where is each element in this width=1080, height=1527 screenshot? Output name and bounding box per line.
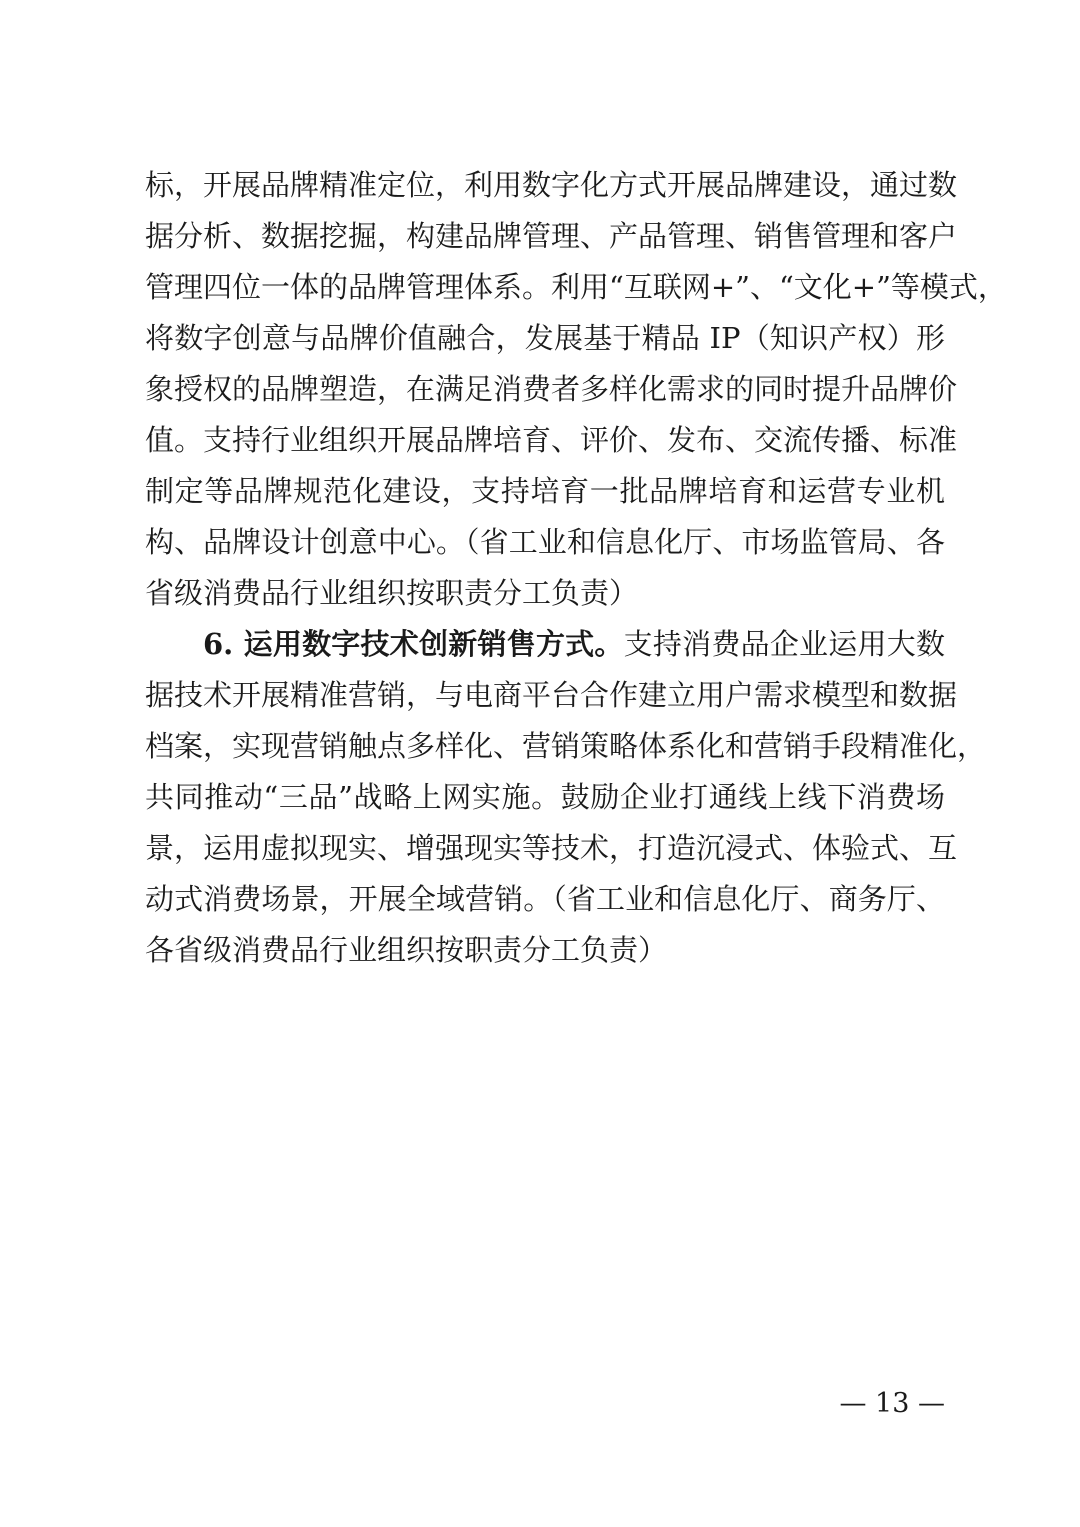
text-line: 共同推动“三品”战略上网实施。鼓励企业打通线上线下消费场 xyxy=(145,780,945,814)
text-line: 将数字创意与品牌价值融合，发展基于精品 IP（知识产权）形 xyxy=(145,321,945,355)
document-body xyxy=(145,160,1007,976)
paragraph-brand-building xyxy=(145,160,1007,619)
text-line: 档案，实现营销触点多样化、营销策略体系化和营销手段精准化， xyxy=(145,729,987,763)
text-line: 制定等品牌规范化建设，支持培育一批品牌培育和运营专业机 xyxy=(145,474,945,508)
section-heading: 6. 运用数字技术创新销售方式。 xyxy=(203,627,624,661)
text-line: 值。支持行业组织开展品牌培育、评价、发布、交流传播、标准 xyxy=(145,423,958,457)
text-line: 构、品牌设计创意中心。（省工业和信息化厅、市场监管局、各 xyxy=(145,525,945,559)
text-line: 各省级消费品行业组织按职责分工负责） xyxy=(145,933,668,967)
text-line: 省级消费品行业组织按职责分工负责） xyxy=(145,576,639,610)
text-line: 标，开展品牌精准定位，利用数字化方式开展品牌建设，通过数 xyxy=(145,168,958,202)
text-line: 管理四位一体的品牌管理体系。利用“互联网+”、“文化+”等模式， xyxy=(145,270,1007,304)
page-number: — 13 — xyxy=(839,1388,945,1419)
paragraph-digital-sales xyxy=(145,619,987,976)
text-line: 象授权的品牌塑造，在满足消费者多样化需求的同时提升品牌价 xyxy=(145,372,958,406)
text-line: 动式消费场景，开展全域营销。（省工业和信息化厅、商务厅、 xyxy=(145,882,945,916)
text-line: 景，运用虚拟现实、增强现实等技术，打造沉浸式、体验式、互 xyxy=(145,831,958,865)
text-line: 据分析、数据挖掘，构建品牌管理、产品管理、销售管理和客户 xyxy=(145,219,958,253)
text-line xyxy=(145,619,945,670)
heading-line-text: 支持消费品企业运用大数 xyxy=(623,627,945,661)
text-line: 据技术开展精准营销，与电商平台合作建立用户需求模型和数据 xyxy=(145,678,958,712)
